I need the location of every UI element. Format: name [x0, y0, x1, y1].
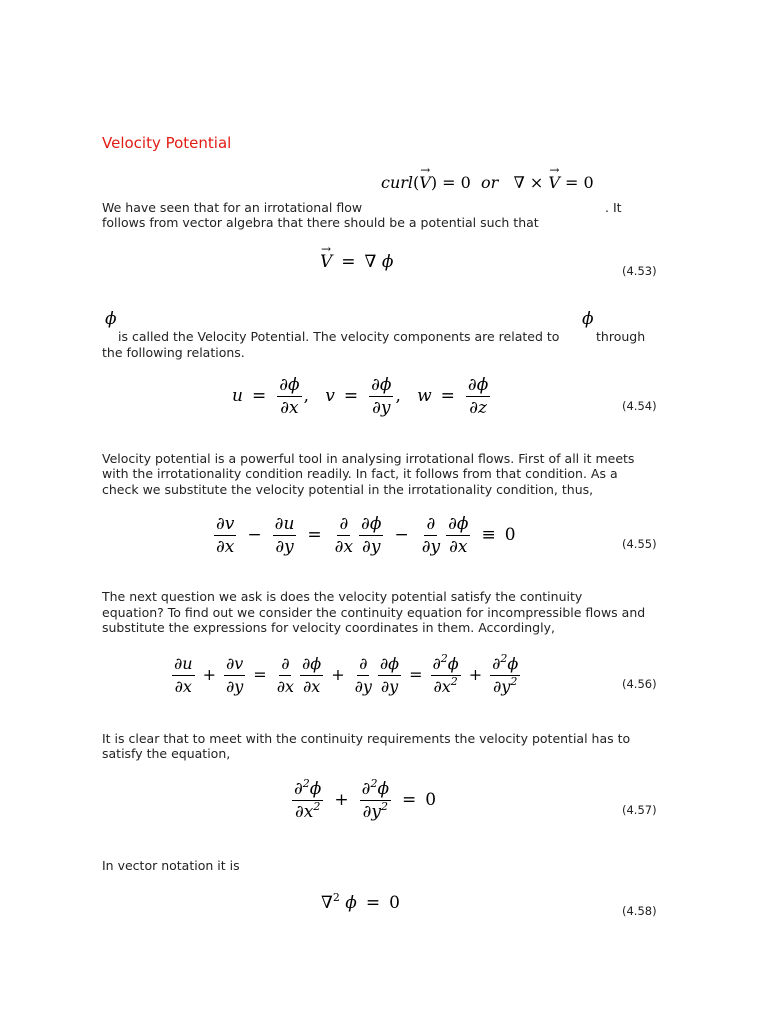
equation-number-4-53: (4.53) [622, 264, 657, 278]
equation-number-4-57: (4.57) [622, 803, 657, 817]
paragraph-3-line-3: check we substitute the velocity potential in the irrotationality condition, thus, [102, 482, 594, 497]
equation-number-4-58: (4.58) [622, 904, 657, 918]
section-title: Velocity Potential [102, 134, 232, 152]
phi-symbol: ϕ [582, 309, 594, 329]
paragraph-3-line-2: with the irrotationality condition readily. In fact, it follows from that condition. As a [102, 466, 618, 481]
paragraph-1-line-1b: . It [605, 200, 622, 215]
equation-4-56: $\frac{\partial u}{\partial x}$ + $\frac{\partial v}{\partial y}$ = $\frac{\partial}{\partial x}$ $\frac{\partial\phi}{\partial x}$ + $\frac{\partial}{\partial y}$ $\frac{\partial\phi}{\partial y}$ = $\frac{\partial^2\phi}{\partial x^2}$ + $\frac{\partial^2\phi}{\partial y^2}$ [174, 652, 519, 696]
equation-4-53: → V = ∇ ϕ [320, 252, 393, 272]
phi-symbol: ϕ [105, 309, 117, 329]
equation-number-4-55: (4.55) [622, 537, 657, 551]
paragraph-2-line-1a: is called the Velocity Potential. The velocity components are related to [118, 329, 560, 344]
equation-4-55: $\frac{\partial v}{\partial x}$ − $\frac{\partial u}{\partial y}$ = $\frac{\partial}{\partial x}$ $\frac{\partial\phi}{\partial y}$ − $\frac{\partial}{\partial y}$ $\frac{\partial\phi}{\partial x}$ ≡ 0 [216, 514, 516, 557]
paragraph-2-line-2: the following relations. [102, 345, 245, 360]
paragraph-6-line-1: In vector notation it is [102, 858, 240, 873]
paragraph-3-line-1: Velocity potential is a powerful tool in analysing irrotational flows. First of all it meets [102, 451, 635, 466]
paragraph-4-line-3: substitute the expressions for velocity coordinates in them. Accordingly, [102, 620, 555, 635]
equation-4-54: u = $\frac{\partial\phi}{\partial x}$ , v = $\frac{\partial\phi}{\partial y}$ , w = $\frac{\partial\phi}{\partial z}$ [232, 375, 489, 418]
paragraph-1-line-1a: We have seen that for an irrotational flow [102, 200, 363, 215]
paragraph-4-line-1: The next question we ask is does the velocity potential satisfy the continuity [102, 589, 583, 604]
equation-number-4-56: (4.56) [622, 677, 657, 691]
equation-number-4-54: (4.54) [622, 399, 657, 413]
paragraph-5-line-1: It is clear that to meet with the continuity requirements the velocity potential has to [102, 731, 631, 746]
paragraph-2-line-1b: through [596, 329, 646, 344]
equation-4-58: ∇$^2$ ϕ = 0 [321, 891, 400, 913]
equation-4-57: $\frac{\partial^2\phi}{\partial x^2}$ + $\frac{\partial^2\phi}{\partial y^2}$ = 0 [294, 777, 437, 822]
paragraph-1-line-2: follows from vector algebra that there should be a potential such that [102, 215, 539, 230]
paragraph-4-line-2: equation? To find out we consider the continuity equation for incompressible flows and [102, 605, 646, 620]
paragraph-5-line-2: satisfy the equation, [102, 746, 231, 761]
curl-equation: curl(→ V) = 0 or ∇ × → V = 0 [381, 173, 594, 192]
